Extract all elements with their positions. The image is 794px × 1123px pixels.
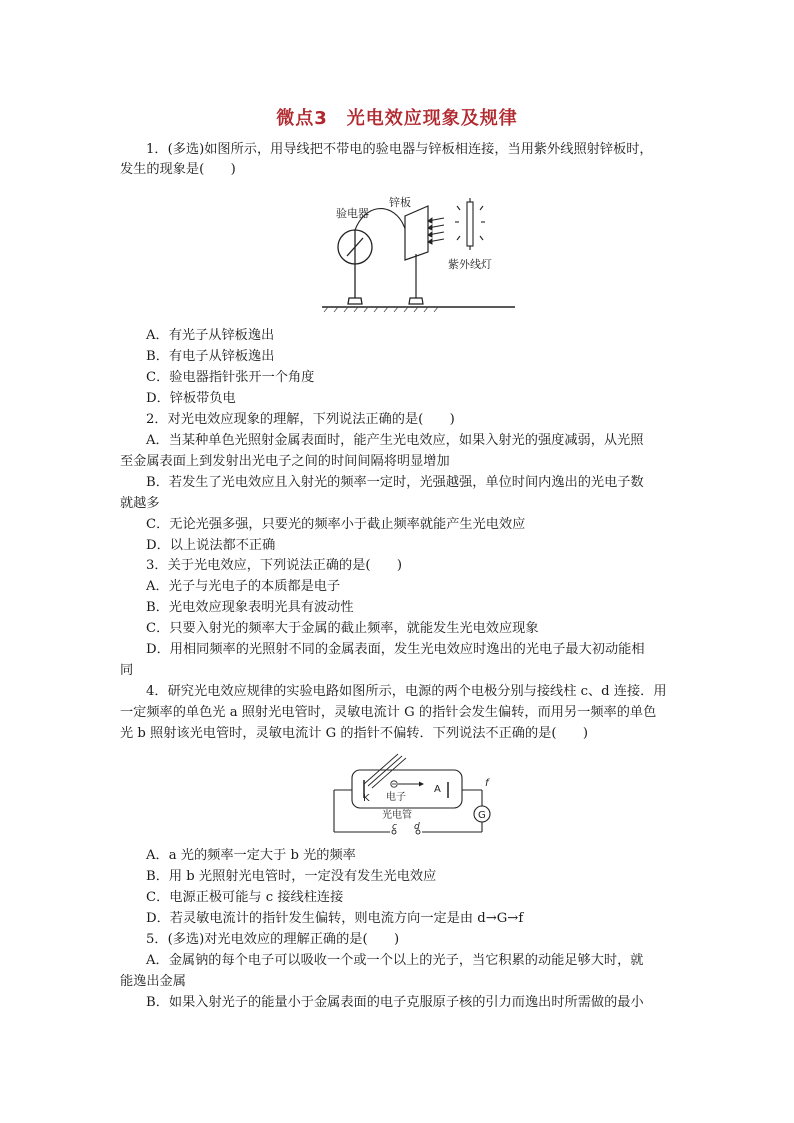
- uv-rays: [428, 218, 444, 244]
- q1-stem-line-1: 1．(多选)如图所示，用导线把不带电的验电器与锌板相连接，当用紫外线照射锌板时，: [146, 142, 653, 157]
- q3-option-d-line-2: 同: [120, 663, 134, 678]
- q2-option-a-line-2: 至金属表面上到发射出光电子之间的时间间隔将明显增加: [120, 454, 450, 469]
- q1-figure: [310, 192, 520, 314]
- label-a: A: [434, 784, 441, 795]
- q3-option-b: B．光电效应现象表明光具有波动性: [146, 600, 354, 615]
- q4-option-b: B．用 b 光照射光电管时，一定没有发生光电效应: [146, 869, 437, 884]
- q3-option-a: A．光子与光电子的本质都是电子: [146, 579, 341, 594]
- q1-option-c: C．验电器指针张开一个角度: [146, 370, 315, 385]
- label-f: f: [485, 778, 489, 789]
- q2-option-b-line-1: B．若发生了光电效应且入射光的频率一定时，光强越强，单位时间内逸出的光电子数: [146, 475, 644, 490]
- q4-stem-line-2: 一定频率的单色光 a 照射光电管时，灵敏电流计 G 的指针会发生偏转，而用另一频率的单色: [120, 705, 657, 720]
- q4-stem-line-1: 4．研究光电效应规律的实验电路如图所示，电源的两个电极分别与接线柱 c、d 连接．用: [146, 684, 667, 699]
- q2-option-d: D．以上说法都不正确: [146, 538, 276, 553]
- q3-option-d-line-1: D．用相同频率的光照射不同的金属表面，发生光电效应时逸出的光电子最大初动能相: [146, 642, 645, 657]
- q5-option-b-line-1: B．如果入射光子的能量小于金属表面的电子克服原子核的引力而逸出时所需做的最小: [146, 995, 644, 1010]
- q4-option-a: A．a 光的频率一定大于 b 光的频率: [146, 848, 356, 863]
- q4-stem-line-3: 光 b 照射该光电管时，灵敏电流计 G 的指针不偏转．下列说法不正确的是( ): [120, 726, 589, 741]
- label-zinc-plate: 锌板: [389, 196, 411, 209]
- label-electron: 电子: [386, 792, 406, 803]
- q1-option-d: D．锌板带负电: [146, 391, 236, 406]
- q1-option-a: A．有光子从锌板逸出: [146, 328, 275, 343]
- q2-stem: 2．对光电效应现象的理解，下列说法正确的是( ): [146, 412, 455, 427]
- q5-option-a-line-1: A．金属钠的每个电子可以吸收一个或一个以上的光子，当它积累的动能足够大时，就: [146, 953, 644, 968]
- zinc-plate: [405, 206, 428, 304]
- label-tube: 光电管: [382, 810, 412, 821]
- q4-circuit-figure: [330, 752, 500, 840]
- electroscope: [338, 230, 372, 304]
- page-title: 微点3 光电效应现象及规律: [276, 108, 518, 129]
- q4-option-d: D．若灵敏电流计的指针发生偏转，则电流方向一定是由 d→G→f: [146, 911, 524, 926]
- label-g: G: [478, 810, 486, 821]
- q1-option-b: B．有电子从锌板逸出: [146, 349, 275, 364]
- label-c: c: [392, 822, 397, 832]
- q2-option-a-line-1: A．当某种单色光照射金属表面时，能产生光电效应，如果入射光的强度减弱，从光照: [146, 433, 644, 448]
- label-d: d: [414, 822, 420, 832]
- q1-stem-line-2: 发生的现象是( ): [120, 162, 236, 177]
- q2-option-c: C．无论光强多强，只要光的频率小于截止频率就能产生光电效应: [146, 517, 526, 532]
- label-uv-lamp: 紫外线灯: [448, 258, 492, 271]
- q5-stem: 5．(多选)对光电效应的理解正确的是( ): [146, 932, 400, 947]
- label-electroscope: 验电器: [336, 207, 369, 220]
- label-k: K: [363, 793, 370, 804]
- q3-option-c: C．只要入射光的频率大于金属的截止频率，就能发生光电效应现象: [146, 621, 539, 636]
- q3-stem: 3．关于光电效应，下列说法正确的是( ): [146, 558, 403, 573]
- q5-option-a-line-2: 能逸出金属: [120, 974, 186, 989]
- q4-option-c: C．电源正极可能与 c 接线柱连接: [146, 890, 344, 905]
- q2-option-b-line-2: 就越多: [120, 496, 160, 511]
- uv-lamp: [455, 198, 485, 250]
